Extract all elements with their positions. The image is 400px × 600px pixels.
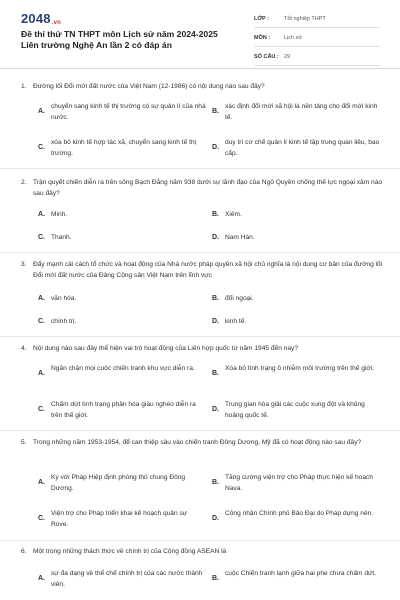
option-letter: D. bbox=[212, 406, 219, 413]
option-letter: C. bbox=[38, 515, 45, 522]
question-divider bbox=[0, 168, 400, 169]
option-text: Thanh. bbox=[51, 234, 72, 241]
option-letter: D. bbox=[212, 234, 219, 241]
option-text: chuyển sang kinh tế thị trường có sự quản lí của nhà nước. bbox=[51, 103, 206, 121]
question-number: 5. bbox=[21, 439, 27, 446]
question-number: 1. bbox=[21, 83, 27, 90]
site-logo[interactable] bbox=[21, 11, 61, 26]
question-text: Trong những năm 1953-1954, để can thiệp sâu vào chiến tranh Đông Dương, Mỹ đã có hoạt động nào sau đây? bbox=[33, 439, 362, 446]
option-text: duy trì cơ chế quản lí kinh tế tập trung quan liêu, bao cấp. bbox=[225, 139, 380, 157]
option-text: đối ngoại. bbox=[225, 295, 254, 302]
meta-label: SỐ CÂU : bbox=[254, 54, 279, 60]
question-1 bbox=[21, 81, 383, 92]
option-text: Nam Hán. bbox=[225, 234, 255, 241]
option-letter: C. bbox=[38, 144, 45, 151]
option-letter: D. bbox=[212, 515, 219, 522]
option-letter: C. bbox=[38, 318, 45, 325]
question-divider bbox=[0, 252, 400, 253]
exam-title: Đề thi thử TN THPT môn Lịch sử năm 2024-2025 Liên trường Nghệ An lần 2 có đáp án bbox=[21, 29, 218, 50]
question-text: Đường lối Đổi mới đất nước của Việt Nam (12-1986) có nội dung nào sau đây? bbox=[33, 83, 265, 90]
question-5 bbox=[21, 437, 383, 448]
question-2 bbox=[21, 177, 383, 199]
option-text: sự đa dạng về thể chế chính trị của các nước thành viên. bbox=[51, 570, 203, 588]
option-letter: A. bbox=[38, 479, 45, 486]
option-text: Tăng cường viện trợ cho Pháp thực hiện kế hoạch Nava. bbox=[225, 474, 373, 492]
option-text: Xiêm. bbox=[225, 211, 242, 218]
meta-value: Lịch sử bbox=[284, 35, 303, 41]
option-text: Trung gian hòa giải các cuộc xung đột và khủng hoảng quốc tế. bbox=[225, 401, 365, 419]
logo-suffix: .vn bbox=[51, 20, 62, 26]
option-text: Xóa bỏ tình trạng ô nhiễm môi trường trên thế giới. bbox=[225, 365, 375, 372]
question-divider bbox=[0, 336, 400, 337]
option-letter: A. bbox=[38, 211, 45, 218]
question-number: 4. bbox=[21, 345, 27, 352]
meta-row-count bbox=[254, 49, 380, 66]
option-letter: A. bbox=[38, 108, 45, 115]
option-text: chính trị. bbox=[51, 318, 77, 325]
meta-value: Tốt nghiệp THPT bbox=[284, 16, 326, 22]
option-text: cuộc Chiến tranh lạnh giữa hai phe chưa chấm dứt. bbox=[225, 570, 377, 577]
question-divider bbox=[0, 540, 400, 541]
option-text: xóa bỏ kinh tế hợp tác xã, chuyển sang kinh tế thị trường. bbox=[51, 139, 197, 157]
option-letter: A. bbox=[38, 295, 45, 302]
question-divider bbox=[0, 430, 400, 431]
option-text: Công nhận Chính phủ Bảo Đại do Pháp dựng nên. bbox=[225, 510, 374, 517]
option-letter: B. bbox=[212, 575, 219, 582]
option-letter: D. bbox=[212, 144, 219, 151]
option-letter: C. bbox=[38, 406, 45, 413]
meta-label: LỚP : bbox=[254, 16, 269, 22]
question-text: Nội dung nào sau đây thể hiện vai trò hoạt động của Liên hợp quốc từ năm 1945 đến nay? bbox=[33, 345, 298, 352]
option-text: văn hóa. bbox=[51, 295, 77, 302]
meta-row-subject bbox=[254, 30, 380, 47]
option-letter: A. bbox=[38, 575, 45, 582]
option-letter: D. bbox=[212, 318, 219, 325]
question-number: 3. bbox=[21, 261, 27, 268]
meta-label: MÔN : bbox=[254, 35, 271, 41]
option-letter: B. bbox=[212, 108, 219, 115]
option-text: Ký với Pháp Hiệp định phòng thủ chung Đông Dương. bbox=[51, 474, 186, 492]
exam-meta bbox=[254, 11, 380, 68]
option-letter: C. bbox=[38, 234, 45, 241]
question-number: 2. bbox=[21, 179, 27, 186]
question-text: Đẩy mạnh cải cách tổ chức và hoạt động của Nhà nước pháp quyền xã hội chủ nghĩa là nội dung cơ bản của đường lối Đổi mới đất nước của Đảng Cộng sản Việt Nam trên lĩnh vực bbox=[33, 261, 383, 279]
option-letter: B. bbox=[212, 479, 219, 486]
option-text: Chấm dứt tình trạng phân hóa giàu nghèo diễn ra trên thế giới. bbox=[51, 401, 196, 419]
meta-row-class bbox=[254, 11, 380, 28]
option-letter: B. bbox=[212, 211, 219, 218]
question-3 bbox=[21, 259, 383, 281]
option-text: Viện trợ cho Pháp triển khai kế hoạch quân sự Rove. bbox=[51, 510, 188, 528]
question-text: Trận quyết chiến diễn ra trên sông Bạch Đằng năm 938 dưới sự lãnh đạo của Ngô Quyền chống thế lực ngoại xâm nào sau đây? bbox=[33, 179, 383, 197]
logo-text: 2048 bbox=[21, 11, 51, 26]
option-letter: B. bbox=[212, 295, 219, 302]
option-text: Minh. bbox=[51, 211, 68, 218]
question-number: 6. bbox=[21, 548, 27, 555]
meta-value: 29 bbox=[284, 54, 291, 60]
option-letter: B. bbox=[212, 370, 219, 377]
option-text: Ngăn chặn mọi cuộc chiến tranh khu vực diễn ra. bbox=[51, 365, 195, 372]
question-text: Một trong những thách thức về chính trị của Cộng đồng ASEAN là bbox=[33, 548, 227, 555]
question-4 bbox=[21, 343, 383, 354]
option-text: kinh tế. bbox=[225, 318, 247, 325]
question-6 bbox=[21, 546, 383, 557]
option-text: xác định đổi mới xã hội là nền tảng cho đổi mới kinh tế. bbox=[225, 103, 378, 121]
exam-header bbox=[0, 0, 400, 69]
option-letter: A. bbox=[38, 370, 45, 377]
